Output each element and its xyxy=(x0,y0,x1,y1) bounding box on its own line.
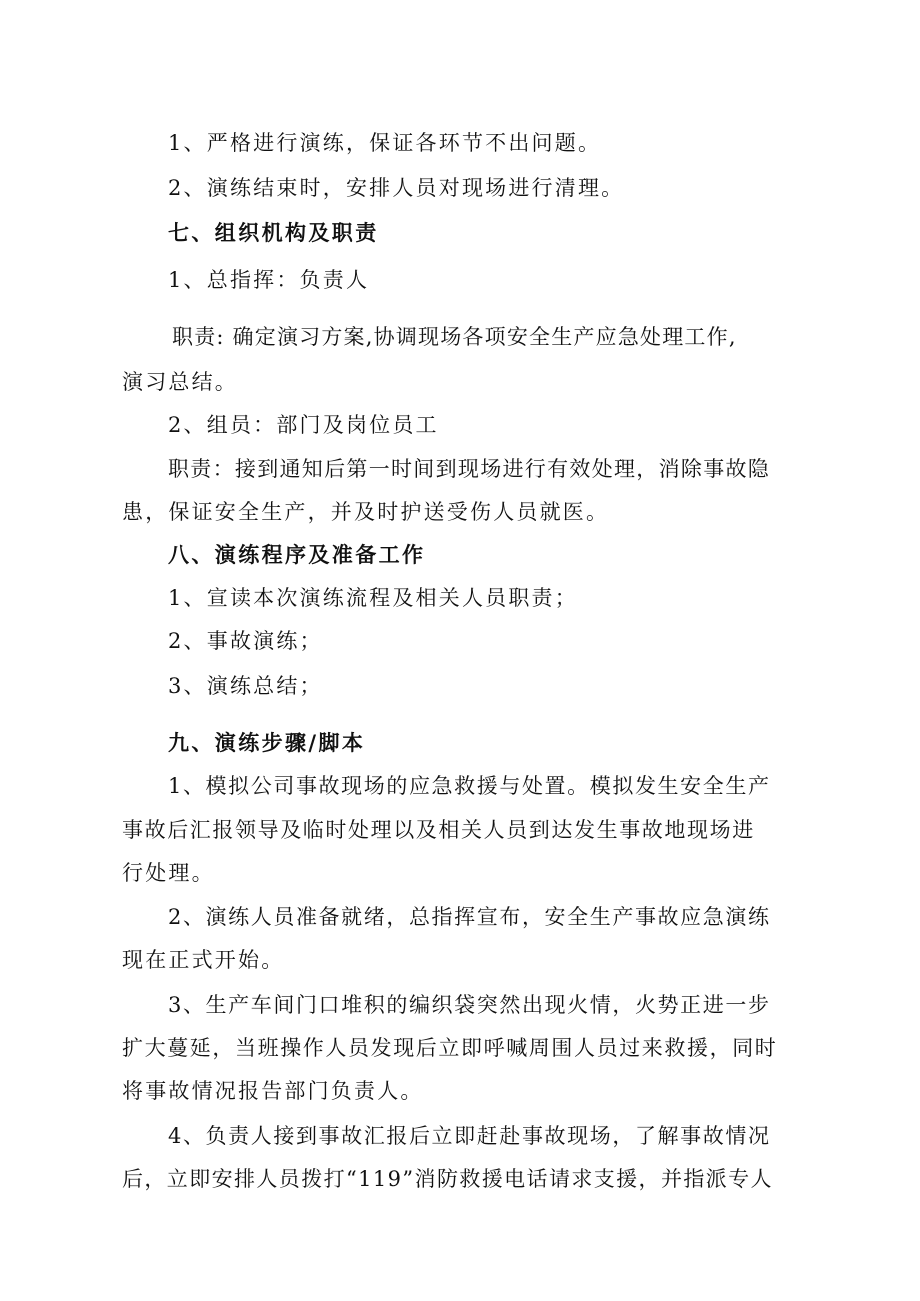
paragraph-line: 职责: 确定演习方案,协调现场各项安全生产应急处理工作, xyxy=(172,325,737,349)
section-heading: 七、组织机构及职责 xyxy=(168,220,379,245)
paragraph-line: 将事故情况报告部门负责人。 xyxy=(122,1079,424,1103)
section-heading: 八、演练程序及准备工作 xyxy=(168,542,426,567)
paragraph-line: 现在正式开始。 xyxy=(122,948,285,972)
paragraph-line: 事故后汇报领导及临时处理以及相关人员到达发生事故地现场进 xyxy=(122,818,755,842)
paragraph-line: 扩大蔓延，当班操作人员发现后立即呼喊周围人员过来救援，同时 xyxy=(122,1036,778,1060)
paragraph-line: 演习总结。 xyxy=(122,370,238,394)
paragraph-line: 2、组员：部门及岗位员工 xyxy=(168,413,439,437)
paragraph-line: 2、演练结束时，安排人员对现场进行清理。 xyxy=(168,176,625,200)
paragraph-line: 后，立即安排人员拨打“119”消防救援电话请求支援，并指派专人 xyxy=(122,1167,773,1191)
paragraph-line: 3、演练总结； xyxy=(168,674,323,698)
paragraph-line: 3、生产车间门口堆积的编织袋突然出现火情，火势正进一步 xyxy=(168,993,771,1017)
paragraph-line: 患，保证安全生产，并及时护送受伤人员就医。 xyxy=(122,500,610,524)
paragraph-line: 1、宣读本次演练流程及相关人员职责； xyxy=(168,586,578,610)
paragraph-line: 1、总指挥：负责人 xyxy=(168,268,370,292)
paragraph-line: 1、模拟公司事故现场的应急救援与处置。模拟发生安全生产 xyxy=(168,774,771,798)
paragraph-line: 1、严格进行演练，保证各环节不出问题。 xyxy=(168,131,602,155)
section-heading: 九、演练步骤/脚本 xyxy=(168,730,366,755)
paragraph-line: 4、负责人接到事故汇报后立即赶赴事故现场，了解事故情况 xyxy=(168,1124,771,1148)
paragraph-line: 职责：接到通知后第一时间到现场进行有效处理，消除事故隐 xyxy=(168,457,771,481)
paragraph-line: 2、演练人员准备就绪，总指挥宣布，安全生产事故应急演练 xyxy=(168,905,771,929)
paragraph-line: 2、事故演练； xyxy=(168,629,323,653)
paragraph-line: 行处理。 xyxy=(122,861,215,885)
